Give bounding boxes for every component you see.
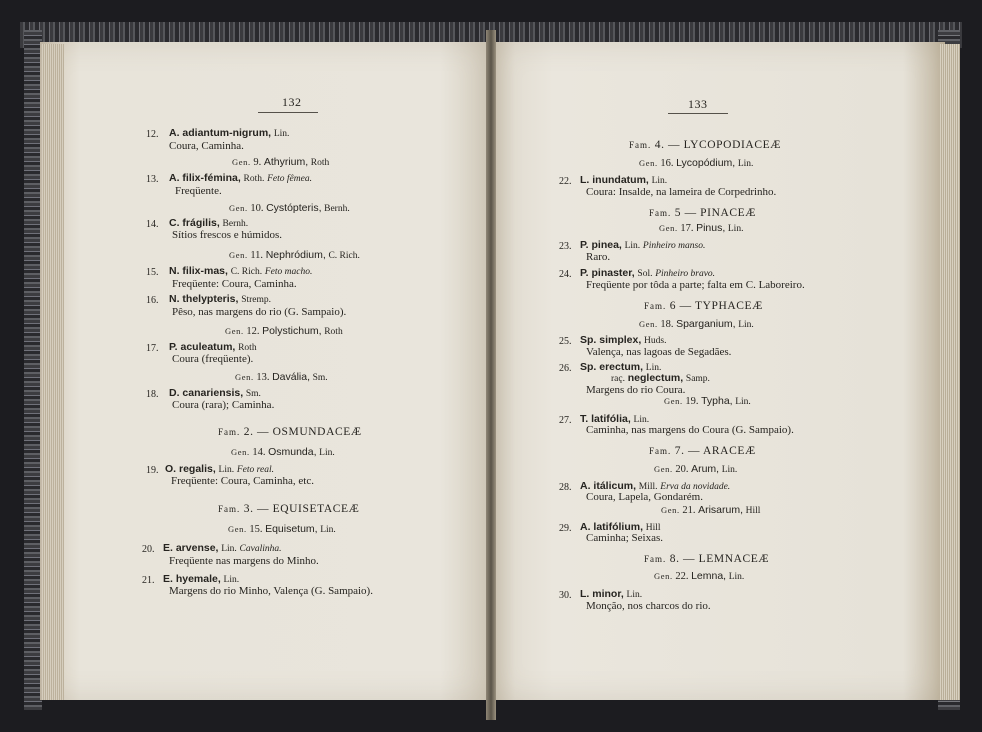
species-detail: Coura (rara); Caminha. [172,399,275,411]
species-line: N. thelypteris, Stremp. [169,293,272,305]
family-heading: Fam. 7. — ARACEÆ [649,445,756,457]
species-line: C. frágilis, Bernh. [169,217,249,229]
species-detail: Coura, Caminha. [169,140,244,152]
species-detail: Margens do rio Minho, Valença (G. Sampaio). [169,585,373,597]
page-number-rule [258,112,318,113]
species-line: P. pinea, Lin. Pinheiro manso. [580,239,706,251]
entry-number: 19. [146,465,159,476]
genus-heading: Gen. 9. Athyrium, Roth [232,156,330,168]
entry-number: 12. [146,129,159,140]
species-detail: Caminha; Seixas. [586,532,663,544]
species-detail: Freqüente por tôda a parte; falta em C. Laboreiro. [586,279,805,291]
entry-number: 17. [146,343,159,354]
family-heading: Fam. 3. — EQUISETACEÆ [218,503,360,515]
species-line [169,127,289,141]
family-heading: Fam. 8. — LEMNACEÆ [644,553,770,565]
species-detail: Freqüente nas margens do Minho. [169,555,319,567]
entry-number: 26. [559,363,572,374]
species-line: P. pinaster, Sol. Pinheiro bravo. [580,267,716,279]
entry-number: 25. [559,336,572,347]
entry-number: 16. [146,295,159,306]
genus-heading: Gen. 17. Pinus, Lin. [659,222,744,234]
genus-heading: Gen. 21. Arisarum, Hill [661,504,761,516]
entry-number: 24. [559,269,572,280]
species-line: L. minor, Lin. [580,588,643,600]
species-detail: Coura: Insalde, na lameira de Corpedrinho. [586,186,777,198]
genus-heading: Gen. 10. Cystópteris, Bernh. [229,202,350,214]
species-line: P. aculeatum, Roth [169,341,257,353]
species-detail: Valença, nas lagoas de Segadães. [586,346,732,358]
book-gutter [486,30,496,720]
family-heading: Fam. 6 — TYPHACEÆ [644,300,763,312]
entry-number: 23. [559,241,572,252]
genus-heading: Gen. 16. Lycopódium, Lin. [639,157,754,169]
species-line: T. latifólia, Lin. [580,413,650,425]
genus-heading: Gen. 19. Typha, Lin. [664,395,751,407]
species-line: E. hyemale, Lin. [163,573,240,585]
entry-number: 27. [559,415,572,426]
family-heading: Fam. 5 — PINACEÆ [649,207,757,219]
subspecies-line: raç. neglectum, Samp. [611,372,710,384]
genus-heading: Gen. 14. Osmunda, Lin. [231,446,335,458]
species-detail: Raro. [586,251,611,263]
species-detail: Sítios frescos e húmidos. [172,229,282,241]
entry-number: 13. [146,174,159,185]
family-heading: Fam. 4. — LYCOPODIACEÆ [629,139,782,151]
page-number: 132 [282,95,302,109]
genus-heading: Gen. 13. Davália, Sm. [235,371,328,383]
entry-number: 22. [559,176,572,187]
species-line: D. canariensis, Sm. [169,387,261,399]
family-heading: Fam. 2. — OSMUNDACEÆ [218,426,362,438]
entry-number: 20. [142,544,155,555]
species-detail: Freqüente: Coura, Caminha. [172,278,297,290]
species-line: N. filix-mas, C. Rich. Feto macho. [169,265,313,277]
species-name: A. adiantum-nigrum, [169,127,272,139]
species-line: E. arvense, Lin. Cavalinha. [163,542,282,554]
species-author: Lin. [273,129,290,139]
species-line: Sp. simplex, Huds. [580,334,667,346]
genus-heading: Gen. 11. Nephródium, C. Rich. [229,249,360,261]
genus-heading: Gen. 20. Arum, Lin. [654,463,738,475]
species-detail: Freqüente: Coura, Caminha, etc. [171,475,314,487]
species-detail: Coura, Lapela, Gondarém. [586,491,703,503]
entry-number: 30. [559,590,572,601]
genus-heading: Gen. 15. Equisetum, Lin. [228,523,336,535]
species-line: A. itálicum, Mill. Erva da novidade. [580,480,731,492]
species-line: Sp. erectum, Lin. [580,361,662,373]
species-line: L. inundatum, Lin. [580,174,668,186]
genus-heading: Gen. 12. Polystichum, Roth [225,325,343,337]
entry-number: 14. [146,219,159,230]
species-detail: Coura (freqüente). [172,353,254,365]
entry-number: 18. [146,389,159,400]
species-detail: Monção, nos charcos do rio. [586,600,711,612]
page-number-rule [668,113,728,114]
species-detail: Caminha, nas margens do Coura (G. Sampaio). [586,424,794,436]
species-detail: Margens do rio Coura. [586,384,686,396]
species-line: O. regalis, Lin. Feto real. [165,463,274,475]
species-detail: Freqüente. [175,185,222,197]
entry-number: 21. [142,575,155,586]
species-line: A. latifólium, Hill [580,521,661,533]
entry-number: 29. [559,523,572,534]
species-line: A. filix-fémina, Roth. Feto fêmea. [169,172,312,184]
right-page-edges [940,44,960,700]
entry-number: 28. [559,482,572,493]
left-page-edges [42,44,64,700]
entry-number: 15. [146,267,159,278]
genus-heading: Gen. 22. Lemna, Lin. [654,570,745,582]
species-detail: Pêso, nas margens do rio (G. Sampaio). [172,306,347,318]
genus-heading: Gen. 18. Sparganium, Lin. [639,318,754,330]
page-number: 133 [688,97,708,111]
